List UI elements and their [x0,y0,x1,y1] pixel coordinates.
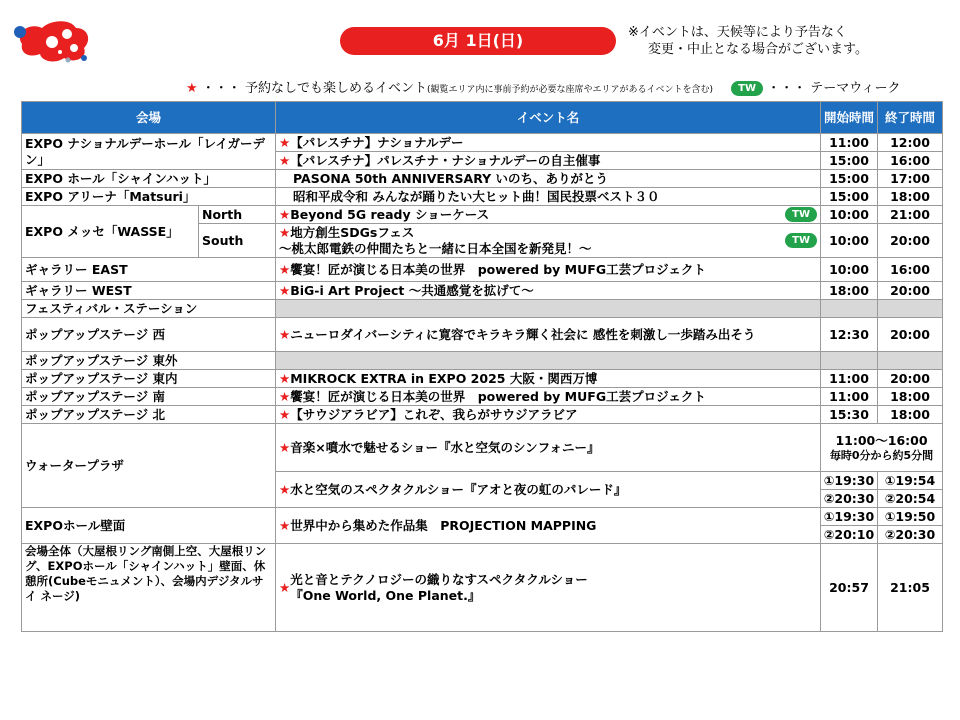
end-time: ②20:30 [878,526,943,544]
venue-cell: ポップアップステージ 東外 [22,352,276,370]
table-row [22,406,943,424]
event-cell: ★ 光と音とテクノロジーの織りなすスペクタクルショー 『One World, One Planet.』 [276,544,821,632]
table-row [22,544,943,632]
star-icon: ★ [279,134,291,150]
venue-cell: ポップアップステージ 北 [22,406,276,424]
event-cell: ★水と空気のスペクタクルショー『アオと夜の虹のパレード』 [276,472,821,508]
star-icon: ★ [279,206,291,222]
empty-time-cell [821,300,878,318]
start-time: 15:00 [821,188,878,206]
table-row [22,188,943,206]
end-time: 17:00 [878,170,943,188]
end-time: 20:00 [878,370,943,388]
start-time: 11:00 [821,370,878,388]
table-row [22,424,943,472]
venue-cell: ギャラリー EAST [22,258,276,282]
start-time: 11:00 [821,388,878,406]
star-icon: ★ [279,326,291,342]
event-cell: ★MIKROCK EXTRA in EXPO 2025 大阪・関西万博 [276,370,821,388]
event-cell: ★BiG-i Art Project ～共通感覚を拡げて～ [276,282,821,300]
legend-note: (観覧エリア内に事前予約が必要な座席やエリアがあるイベントを含む) [426,85,713,95]
end-time: 21:00 [878,206,943,224]
time-range: 11:00～16:00 [835,432,928,448]
table-row [22,282,943,300]
legend: ★ ・・・ 予約なしでも楽しめるイベント(観覧エリア内に事前予約が必要な座席やエリアがあるイベントを含む) TW ・・・ テーマウィーク [186,81,901,96]
event-cell: ★【サウジアラビア】これぞ、我らがサウジアラビア [276,406,821,424]
event-cell: ★【パレスチナ】パレスチナ・ナショナルデーの自主催事 [276,152,821,170]
start-time: 12:30 [821,318,878,352]
end-time: 18:00 [878,188,943,206]
empty-time-cell [878,300,943,318]
star-icon: ★ [279,388,291,404]
star-icon: ★ [279,481,291,497]
start-time: ①19:30 [821,508,878,526]
table-row [22,370,943,388]
table-row [22,318,943,352]
start-time: 15:00 [821,152,878,170]
venue-cell: EXPOホール壁面 [22,508,276,544]
col-header-end: 終了時間 [878,102,943,134]
end-time: 20:00 [878,282,943,300]
theme-week-badge: TW [785,207,817,222]
end-time: ①19:50 [878,508,943,526]
time-note: 毎時0分から約5分間 [829,448,934,462]
start-time: 20:57 [821,544,878,632]
table-row [22,134,943,152]
start-time: 15:00 [821,170,878,188]
venue-cell: EXPO ナショナルデーホール「レイガーデン」 [22,134,276,170]
venue-cell: ポップアップステージ 東内 [22,370,276,388]
end-time: 20:00 [878,224,943,258]
event-schedule-table [21,101,943,632]
table-row [22,388,943,406]
event-cell: ★饗宴！匠が演じる日本美の世界 powered by MUFG工芸プロジェクト [276,258,821,282]
sub-venue-cell: North [199,206,276,224]
star-icon: ★ [279,579,291,595]
table-row [22,300,943,318]
end-time: 18:00 [878,388,943,406]
end-time: 18:00 [878,406,943,424]
table-row [22,508,943,526]
empty-time-cell [821,352,878,370]
date-banner: 6月 1日(日) [340,27,616,55]
col-header-event: イベント名 [276,102,821,134]
end-time: 12:00 [878,134,943,152]
star-icon: ★ [279,406,291,422]
star-icon: ★ [279,517,291,533]
event-cell: ★Beyond 5G ready ショーケース TW [276,206,821,224]
expo-logo [12,18,94,64]
end-time: ②20:54 [878,490,943,508]
start-time: 10:00 [821,224,878,258]
legend-tw-text: テーマウィーク [810,81,901,96]
event-cell: ★【パレスチナ】ナショナルデー [276,134,821,152]
start-time: 10:00 [821,206,878,224]
table-row [22,258,943,282]
theme-week-badge: TW [785,233,817,248]
venue-cell: ギャラリー WEST [22,282,276,300]
start-time: 18:00 [821,282,878,300]
event-cell: 昭和平成令和 みんなが踊りたい大ヒット曲！国民投票ベスト３０ [276,188,821,206]
venue-cell: フェスティバル・ステーション [22,300,276,318]
star-icon: ★ [279,261,291,277]
venue-cell: 会場全体（大屋根リング南側上空、大屋根リング、EXPOホール「シャインハット」壁面、休憩所(Cubeモニュメント）、会場内デジタルサイ ネージ) [22,544,276,632]
venue-cell: ポップアップステージ 西 [22,318,276,352]
venue-cell: EXPO アリーナ「Matsuri」 [22,188,276,206]
end-time: 21:05 [878,544,943,632]
empty-time-cell [878,352,943,370]
star-icon: ★ [279,282,291,298]
empty-event-cell [276,352,821,370]
venue-cell: ポップアップステージ 南 [22,388,276,406]
event-cell: ★ ニューロダイバーシティに寛容でキラキラ輝く社会に 感性を刺激し一歩踏み出そう [276,318,821,352]
table-row [22,352,943,370]
schedule-change-notice: ※イベントは、天候等により予告なく 変更・中止となる場合がございます。 [628,25,868,57]
sub-venue-cell: South [199,224,276,258]
end-time: 16:00 [878,152,943,170]
table-row [22,170,943,188]
start-time: 15:30 [821,406,878,424]
time-range-cell [821,424,943,472]
table-row [22,206,943,224]
event-cell: ★饗宴！匠が演じる日本美の世界 powered by MUFG工芸プロジェクト [276,388,821,406]
venue-cell: EXPO ホール「シャインハット」 [22,170,276,188]
star-icon: ★ [279,224,291,240]
event-cell: ★地方創生SDGsフェス ～桃太郎電鉄の仲間たちと一緒に日本全国を新発見！～ TW [276,224,821,258]
event-cell: ★音楽×噴水で魅せるショー『水と空気のシンフォニー』 [276,424,821,472]
col-header-venue: 会場 [22,102,276,134]
event-cell: PASONA 50th ANNIVERSARY いのち、ありがとう [276,170,821,188]
venue-cell: EXPO メッセ「WASSE」 [22,206,199,258]
event-cell: ★世界中から集めた作品集 PROJECTION MAPPING [276,508,821,544]
start-time: ②20:10 [821,526,878,544]
end-time: ①19:54 [878,472,943,490]
star-icon: ★ [279,370,291,386]
end-time: 16:00 [878,258,943,282]
empty-event-cell [276,300,821,318]
col-header-start: 開始時間 [821,102,878,134]
start-time: ①19:30 [821,472,878,490]
venue-cell: ウォータープラザ [22,424,276,508]
start-time: ②20:30 [821,490,878,508]
start-time: 10:00 [821,258,878,282]
end-time: 20:00 [878,318,943,352]
theme-week-badge: TW [731,81,763,96]
legend-star-text: 予約なしでも楽しめるイベント [244,81,427,96]
start-time: 11:00 [821,134,878,152]
star-icon: ★ [279,439,291,455]
star-icon: ★ [279,152,291,168]
star-icon: ★ [186,81,198,96]
